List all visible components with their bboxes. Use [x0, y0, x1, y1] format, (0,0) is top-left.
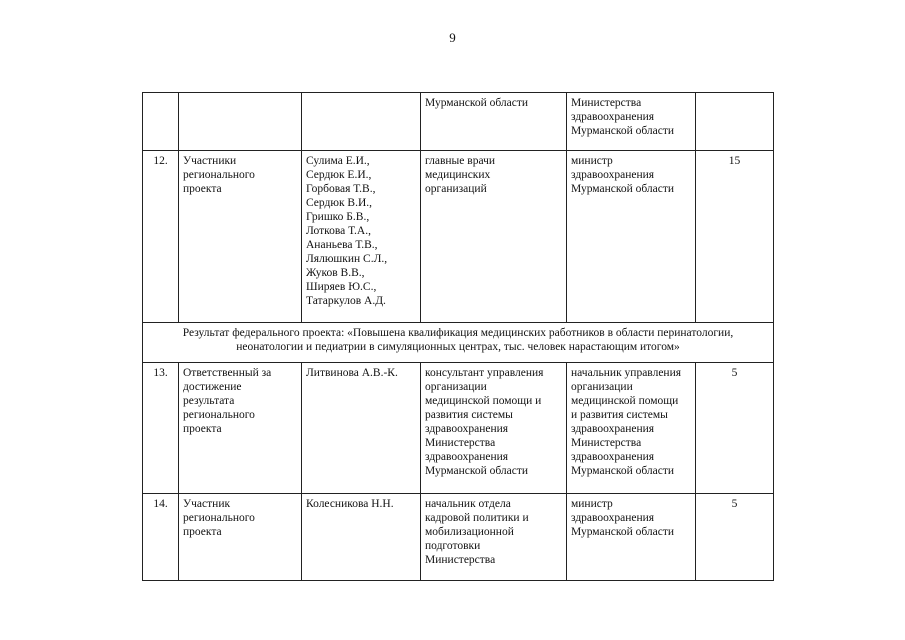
position-cell — [421, 494, 567, 581]
cell-line: медицинских — [425, 169, 491, 181]
table-row-continued — [143, 93, 774, 151]
cell-line: регионального — [183, 512, 255, 524]
table-row-13 — [143, 363, 774, 494]
cell-line: Татаркулов А.Д. — [306, 295, 386, 307]
supervisor-cell — [567, 151, 696, 323]
row-number-cell — [143, 93, 179, 151]
cell-line: Министерства — [425, 554, 496, 566]
position-cell — [421, 93, 567, 151]
cell-line: достижение — [183, 381, 242, 393]
cell-line: здравоохранения — [571, 451, 655, 463]
cell-line: Министерства — [571, 97, 642, 109]
cell-line: организаций — [425, 183, 487, 195]
federal-result-line-1: Результат федерального проекта: «Повышена квалификация медицинских работников в области перинатологии, — [182, 327, 734, 339]
table-row-result — [143, 323, 774, 363]
participants-table — [142, 92, 774, 581]
cell-line: проекта — [183, 423, 222, 435]
cell-line: проекта — [183, 526, 222, 538]
cell-line: Колесникова Н.Н. — [306, 498, 394, 510]
role-cell — [179, 494, 302, 581]
cell-line: министр — [571, 498, 613, 510]
cell-line: регионального — [183, 409, 255, 421]
cell-line: Ширяев Ю.С., — [306, 281, 377, 293]
names-cell — [302, 93, 421, 151]
cell-line: консультант управления — [425, 367, 544, 379]
cell-line: главные врачи — [425, 155, 496, 167]
cell-line: медицинской помощи и — [425, 395, 542, 407]
supervisor-cell — [567, 363, 696, 494]
cell-line: начальник управления — [571, 367, 682, 379]
names-cell — [302, 151, 421, 323]
row-number-cell: 13. — [143, 363, 179, 494]
cell-line: Министерства — [571, 437, 642, 449]
cell-line: Лоткова Т.А., — [306, 225, 371, 237]
names-cell — [302, 494, 421, 581]
cell-line: мобилизационной — [425, 526, 514, 538]
cell-line: Жуков В.В., — [306, 267, 365, 279]
cell-line: Мурманской области — [571, 465, 675, 477]
cell-line: здравоохранения — [571, 169, 655, 181]
cell-line: здравоохранения — [425, 451, 509, 463]
position-cell — [421, 151, 567, 323]
cell-line: Участники — [183, 155, 237, 167]
quantity-cell: 5 — [696, 363, 774, 494]
cell-line: Лялюшкин С.Л., — [306, 253, 388, 265]
cell-line: развития системы — [425, 409, 513, 421]
cell-line: медицинской помощи — [571, 395, 679, 407]
cell-line: подготовки — [425, 540, 481, 552]
cell-line: Сулима Е.И., — [306, 155, 370, 167]
table-row-12 — [143, 151, 774, 323]
cell-line: Гришко Б.В., — [306, 211, 370, 223]
cell-line: и развития системы — [571, 409, 668, 421]
cell-line: регионального — [183, 169, 255, 181]
quantity-cell: 15 — [696, 151, 774, 323]
cell-line: министр — [571, 155, 613, 167]
quantity-cell — [696, 93, 774, 151]
cell-line: организации — [571, 381, 633, 393]
cell-line: Мурманской области — [571, 183, 675, 195]
cell-line: проекта — [183, 183, 222, 195]
quantity-cell: 5 — [696, 494, 774, 581]
cell-line: Сердюк Е.И., — [306, 169, 372, 181]
cell-line: здравоохранения — [425, 423, 509, 435]
supervisor-cell — [567, 93, 696, 151]
supervisor-cell — [567, 494, 696, 581]
cell-line: Мурманской области — [425, 97, 529, 109]
cell-line: Мурманской области — [571, 125, 675, 137]
cell-line: Мурманской области — [571, 526, 675, 538]
cell-line: Ананьева Т.В., — [306, 239, 378, 251]
cell-line: Министерства — [425, 437, 496, 449]
row-number-cell: 14. — [143, 494, 179, 581]
cell-line: Горбовая Т.В., — [306, 183, 376, 195]
cell-line: здравоохранения — [571, 512, 655, 524]
cell-line: Участник — [183, 498, 231, 510]
role-cell — [179, 363, 302, 494]
cell-line: Ответственный за — [183, 367, 272, 379]
cell-line: Мурманской области — [425, 465, 529, 477]
page-number: 9 — [449, 30, 456, 45]
cell-line: начальник отдела — [425, 498, 511, 510]
cell-line: Литвинова А.В.-К. — [306, 367, 398, 379]
cell-line: здравоохранения — [571, 111, 655, 123]
row-number-cell: 12. — [143, 151, 179, 323]
table-row-14 — [143, 494, 774, 581]
role-cell — [179, 93, 302, 151]
cell-line: здравоохранения — [571, 423, 655, 435]
cell-line: кадровой политики и — [425, 512, 529, 524]
position-cell — [421, 363, 567, 494]
cell-line: организации — [425, 381, 487, 393]
cell-line: результата — [183, 395, 235, 407]
role-cell — [179, 151, 302, 323]
federal-result-cell — [143, 323, 774, 363]
cell-line: Сердюк В.И., — [306, 197, 373, 209]
names-cell — [302, 363, 421, 494]
federal-result-line-2: неонатологии и педиатрии в симуляционных центрах, тыс. человек нарастающим итогом» — [236, 341, 680, 353]
